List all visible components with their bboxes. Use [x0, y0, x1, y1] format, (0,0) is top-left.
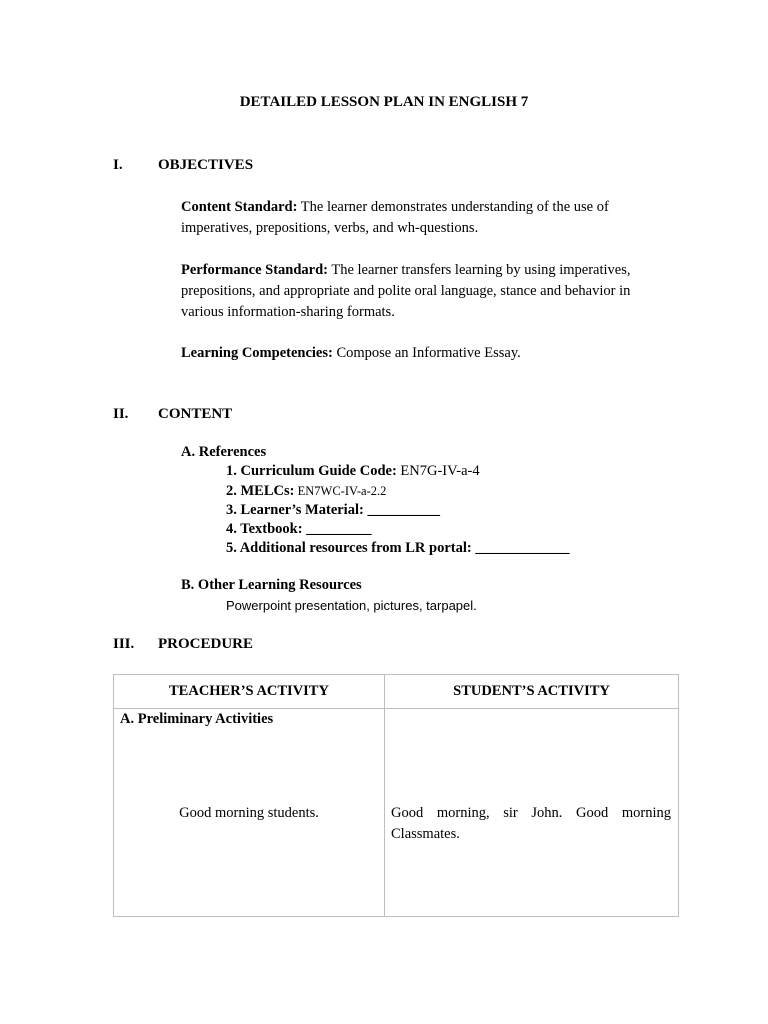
performance-standard-paragraph	[181, 260, 671, 323]
learning-competencies-text: Compose an Informative Essay.	[332, 345, 521, 361]
teacher-activity-header: TEACHER’S ACTIVITY	[114, 675, 385, 709]
reference-item	[226, 483, 386, 500]
reference-value: _____________	[471, 540, 570, 556]
section-number-objectives: I.	[113, 157, 123, 173]
reference-value: EN7WC-IV-a-2.2	[294, 484, 387, 498]
content-standard-paragraph	[181, 197, 671, 239]
reference-item	[226, 502, 440, 519]
content-standard-text: The learner demonstrates understanding of the use of imperatives, prepositions, verbs, and wh-questions.	[181, 199, 609, 236]
section-number-content: II.	[113, 406, 129, 422]
reference-value: __________	[363, 502, 440, 518]
document-title: DETAILED LESSON PLAN IN ENGLISH 7	[239, 94, 529, 110]
table-row	[114, 709, 679, 917]
references-heading: A. References	[181, 444, 267, 460]
section-title-objectives: OBJECTIVES	[158, 157, 254, 173]
section-title-procedure: PROCEDURE	[158, 636, 254, 652]
learning-competencies-label: Learning Competencies:	[181, 345, 333, 361]
reference-label: 2. MELCs:	[226, 483, 295, 499]
reference-item	[226, 540, 570, 557]
content-standard-label: Content Standard:	[181, 199, 298, 215]
reference-label: 4. Textbook:	[226, 521, 303, 537]
reference-value: EN7G-IV-a-4	[396, 463, 480, 479]
reference-item	[226, 521, 371, 538]
section-title-content: CONTENT	[158, 406, 233, 422]
reference-label: 1. Curriculum Guide Code:	[226, 463, 397, 479]
section-number-procedure: III.	[113, 636, 135, 652]
other-resources-heading: B. Other Learning Resources	[181, 577, 362, 593]
table-header-row	[114, 675, 679, 709]
learning-competencies-paragraph	[181, 343, 671, 364]
student-cell	[385, 709, 679, 917]
teacher-cell	[114, 709, 385, 917]
performance-standard-text: The learner transfers learning by using imperatives, prepositions, and appropriate and polite oral language, stance and behavior in various information-sharing formats.	[181, 262, 631, 320]
reference-label: 3. Learner’s Material:	[226, 502, 364, 518]
procedure-table	[113, 674, 679, 917]
teacher-greeting: Good morning students.	[179, 805, 319, 821]
reference-label: 5. Additional resources from LR portal:	[226, 540, 472, 556]
other-resources-text: Powerpoint presentation, pictures, tarpapel.	[226, 598, 477, 613]
student-greeting: Good morning, sir John. Good morning Classmates.	[391, 805, 671, 842]
reference-item	[226, 463, 480, 480]
performance-standard-label: Performance Standard:	[181, 262, 328, 278]
reference-value: _________	[302, 521, 372, 537]
student-activity-header: STUDENT’S ACTIVITY	[385, 675, 679, 709]
preliminary-activities-label: A. Preliminary Activities	[120, 711, 274, 727]
